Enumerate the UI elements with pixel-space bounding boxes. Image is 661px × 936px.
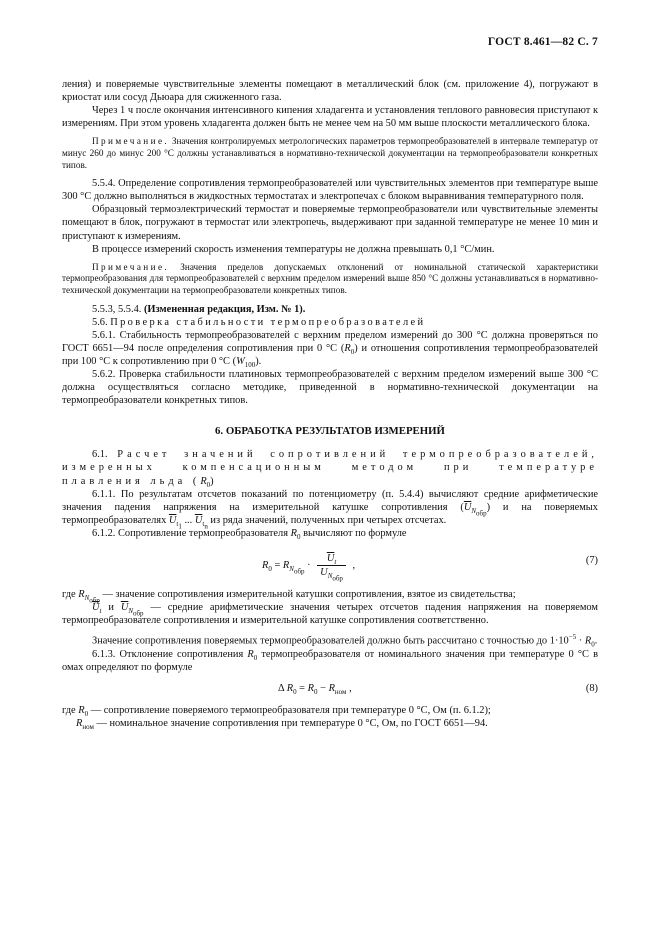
paragraph: Через 1 ч после окончания интенсивного кипения хладагента и установления теплового равновесия приступают к измерениям. При этом уровень хладагента должен быть не менее чем на 50 мм выше плоскости металлического блока. [62, 105, 598, 130]
equation-number: (8) [585, 683, 598, 695]
paragraph: 5.6.1. Стабильность термопреобразователей с верхним пределом измерений до 300 °С должна проверяться по ГОСТ 6651—94 после определения сопротивления при 0 °С $(R_0)$ и отношения сопротивления термопреобразователей при 100 °С к сопротивлению при 0 °С $(W_{100})$. [62, 329, 598, 369]
equation-8 [62, 680, 598, 700]
note-label: Примечание. [92, 261, 170, 272]
edit-note: (Измененная редакция, Изм. № 1). [143, 303, 306, 315]
subsection-heading: 6.1. Расчет значений сопротивлений термопреобразователей, измеренных компенсационным методом при температуре плавления льда $(R_0)$ [62, 449, 598, 489]
equation-7 [62, 546, 598, 586]
page-header: ГОСТ 8.461—82 С. 7 [487, 36, 598, 48]
paragraph: Образцовый термоэлектрический термостат и поверяемые термопреобразователи или чувствительные элементы помещают в блок, погружают в термостат или электропечь, выдерживают при заданной температуре не менее 10 мин и приступают к измерениям. [62, 204, 598, 242]
section-title: 6. ОБРАБОТКА РЕЗУЛЬТАТОВ ИЗМЕРЕНИЙ [215, 425, 445, 438]
document-body [62, 78, 598, 730]
paragraph: где $R_0$ — сопротивление поверяемого термопреобразователя при температуре 0 °С, Ом (п. 6.1.2); [62, 705, 491, 719]
note [62, 262, 598, 297]
paragraph: 5.5.3, 5.5.4. (Измененная редакция, Изм. № 1). [92, 303, 306, 315]
paragraph: 6.1.2. Сопротивление термопреобразователя $R_0$ вычисляют по формуле [92, 527, 407, 541]
paragraph: где $R_{N_{обр}}$ — значение сопротивления измерительной катушки сопротивления, взятое из свидетельства; [62, 589, 516, 605]
paragraph: 5.6.2. Проверка стабильности платиновых термопреобразователей с верхним пределом измерений выше 300 °С должна осуществляться согласно методике, приведенной в нормативно-технической документации на термопреобразователи конкретных типов. [62, 368, 598, 407]
note-text: Значения пределов допускаемых отклонений от номинальной статической характеристики термопреобразования для термопреобразователей с верхним пределом измерений выше 850 °С должны устанавливаться в нормативно-технической документации на термопреобразователи конкретных типов. [62, 261, 598, 295]
equation-number: (7) [585, 555, 598, 566]
paragraph: 6.1.1. По результатам отсчетов показаний по потенциометру (п. 5.4.4) вычисляют средние арифметические значения падения напряжения на измерительной катушке сопротивления $(\overline{U}_{N_{обр}})$ и на поверяемых термопреобразователях $\overline{U}_{t_1}$ ... $\overline{U}_{t_n}$ из ряда значений, полученных при четырех отсчетах. [62, 488, 598, 531]
paragraph: В процессе измерений скорость изменения температуры не должна превышать 0,1 °С/мин. [92, 243, 495, 255]
note [62, 136, 598, 171]
note-text: Значения контролируемых метрологических параметров термопреобразователей в интервале температур от минус 260 до минус 200 °С должны устанавливаться в нормативно-технической документации на термопреобразователи конкретных типов. [62, 136, 598, 170]
paragraph: Значение сопротивления поверяемых термопреобразователей должно быть рассчитано с точностью до $1\cdot 10^{-5} \cdot R_0$. [92, 633, 598, 649]
note-label: Примечание. [92, 136, 170, 147]
paragraph: 5.5.4. Определение сопротивления термопреобразователей или чувствительных элементов при температуре выше 300 °С должно выполняться в жидкостных термостатах и электропечах с блоком выравнивания температурного поля. [62, 178, 598, 203]
paragraph: ления) и поверяемые чувствительные элементы помещают в металлический блок (см. приложение 4), погружают в криостат или сосуд Дьюара для сжиженного газа. [62, 79, 598, 104]
equation-body: $R_0 = R_{N_{обр}}$ · $\frac{\overline{U}_t}{U_{N_{обр}}}$ , [262, 553, 356, 583]
fraction: $\frac{\overline{U}_t}{U_{N_{обр}}}$ [317, 552, 346, 579]
equation-body: Δ $R_0 = R_0 - R_{ном}$ , [278, 683, 352, 697]
paragraph: $\overline{U}_t$ и $\overline{U}_{N_{обр}}$ — средние арифметические значения четырех отсчетов падения напряжения на поверяемом термопреобразователе сопротивления и измерительной катушке сопротивления соответственно. [62, 602, 598, 627]
subsection-heading: 5.6. Проверка стабильности термопреобразователей [92, 316, 426, 328]
paragraph: $R_{ном}$ — номинальное значение сопротивления при температуре 0 °С, Ом, по ГОСТ 6651—94. [76, 718, 488, 732]
paragraph: 6.1.3. Отклонение сопротивления $R_0$ термопреобразователя от номинального значения при температуре 0 °С в омах определяют по формуле [62, 648, 598, 673]
